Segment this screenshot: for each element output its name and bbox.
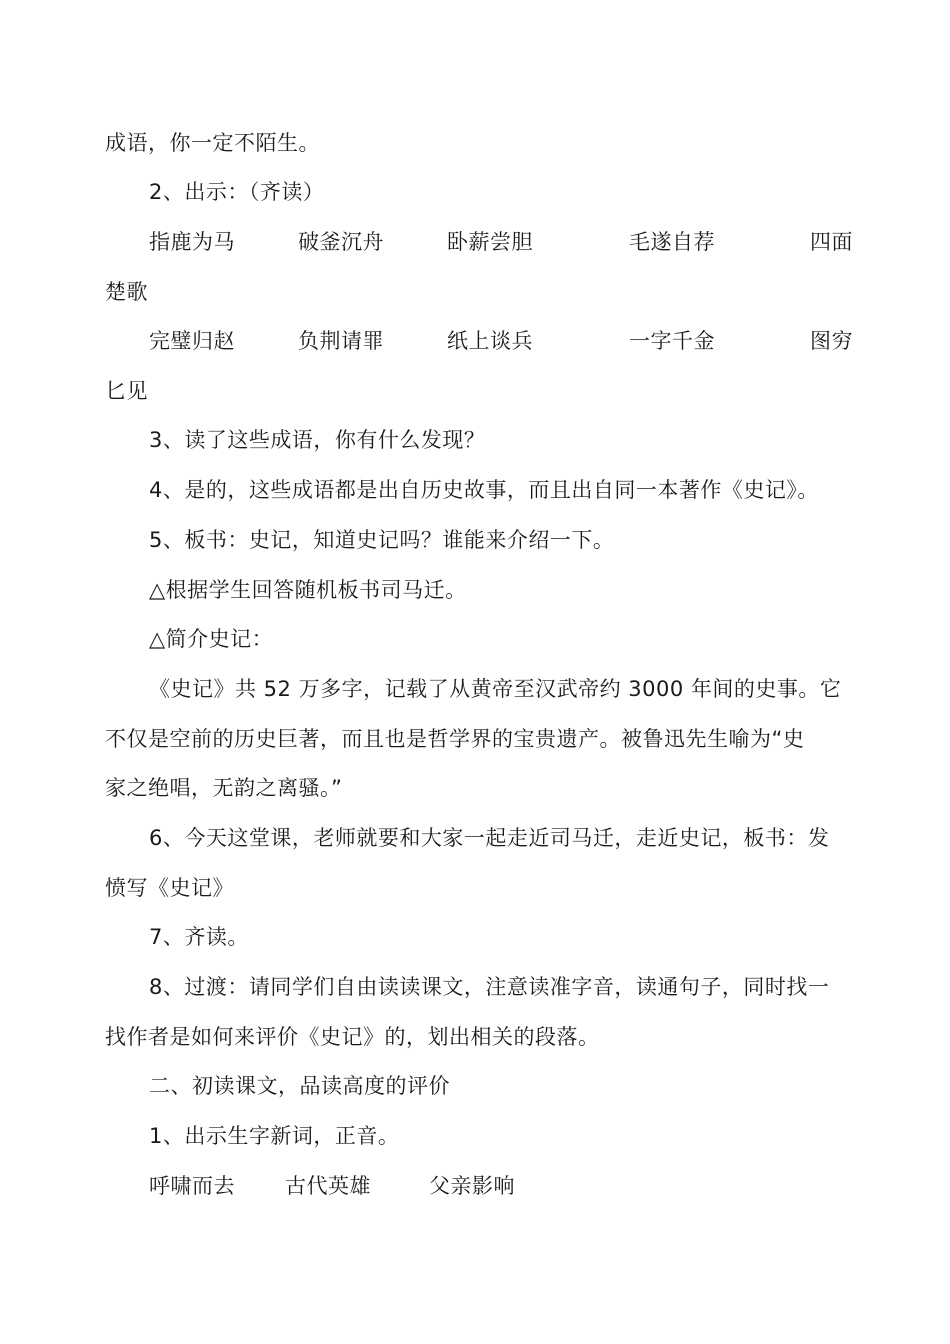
idiom: 四面 — [810, 230, 853, 254]
text-line: 3、读了这些成语，你有什么发现？ — [149, 428, 486, 452]
text-line: 4、是的，这些成语都是出自历史故事，而且出自同一本著作《史记》。 — [149, 478, 819, 502]
text-line: 1、出示生字新词，正音。 — [149, 1124, 400, 1148]
idiom: 一字千金 — [629, 329, 715, 353]
idiom: 图穷 — [810, 329, 853, 353]
section-heading: 二、初读课文，品读高度的评价 — [149, 1074, 450, 1098]
text-line: 不仅是空前的历史巨著，而且也是哲学界的宝贵遗产。被鲁迅先生喻为“史 — [105, 727, 805, 751]
vocab-word: 父亲影响 — [429, 1174, 515, 1198]
vocab-word: 呼啸而去 — [149, 1174, 235, 1198]
text-line: △简介史记： — [149, 627, 274, 651]
idiom: 负荆请罪 — [298, 329, 384, 353]
text-line: 楚歌 — [105, 280, 148, 304]
idiom: 完璧归赵 — [149, 329, 235, 353]
idiom: 纸上谈兵 — [447, 329, 533, 353]
text-line: 找作者是如何来评价《史记》的，划出相关的段落。 — [105, 1025, 600, 1049]
idiom: 毛遂自荐 — [629, 230, 715, 254]
text-line: 匕见 — [105, 379, 148, 403]
text-line: 8、过渡：请同学们自由读读课文，注意读准字音，读通句子，同时找一 — [149, 975, 830, 999]
text-line: 6、今天这堂课，老师就要和大家一起走近司马迁，走近史记，板书：发 — [149, 826, 830, 850]
text-line: 家之绝唱，无韵之离骚。” — [105, 776, 343, 800]
idiom: 指鹿为马 — [149, 230, 235, 254]
text-line: 2、出示：（齐读） — [149, 180, 325, 204]
idiom: 卧薪尝胆 — [447, 230, 533, 254]
text-line: 5、板书：史记，知道史记吗？谁能来介绍一下。 — [149, 528, 615, 552]
text-line: 愤写《史记》 — [105, 876, 234, 900]
idiom: 破釜沉舟 — [298, 230, 384, 254]
text-line: 成语，你一定不陌生。 — [105, 131, 320, 155]
vocab-word: 古代英雄 — [285, 1174, 371, 1198]
text-line: △根据学生回答随机板书司马迁。 — [149, 578, 467, 602]
text-line: 7、齐读。 — [149, 925, 249, 949]
text-line: 《史记》共 52 万多字，记载了从黄帝至汉武帝约 3000 年间的史事。它 — [149, 677, 842, 701]
